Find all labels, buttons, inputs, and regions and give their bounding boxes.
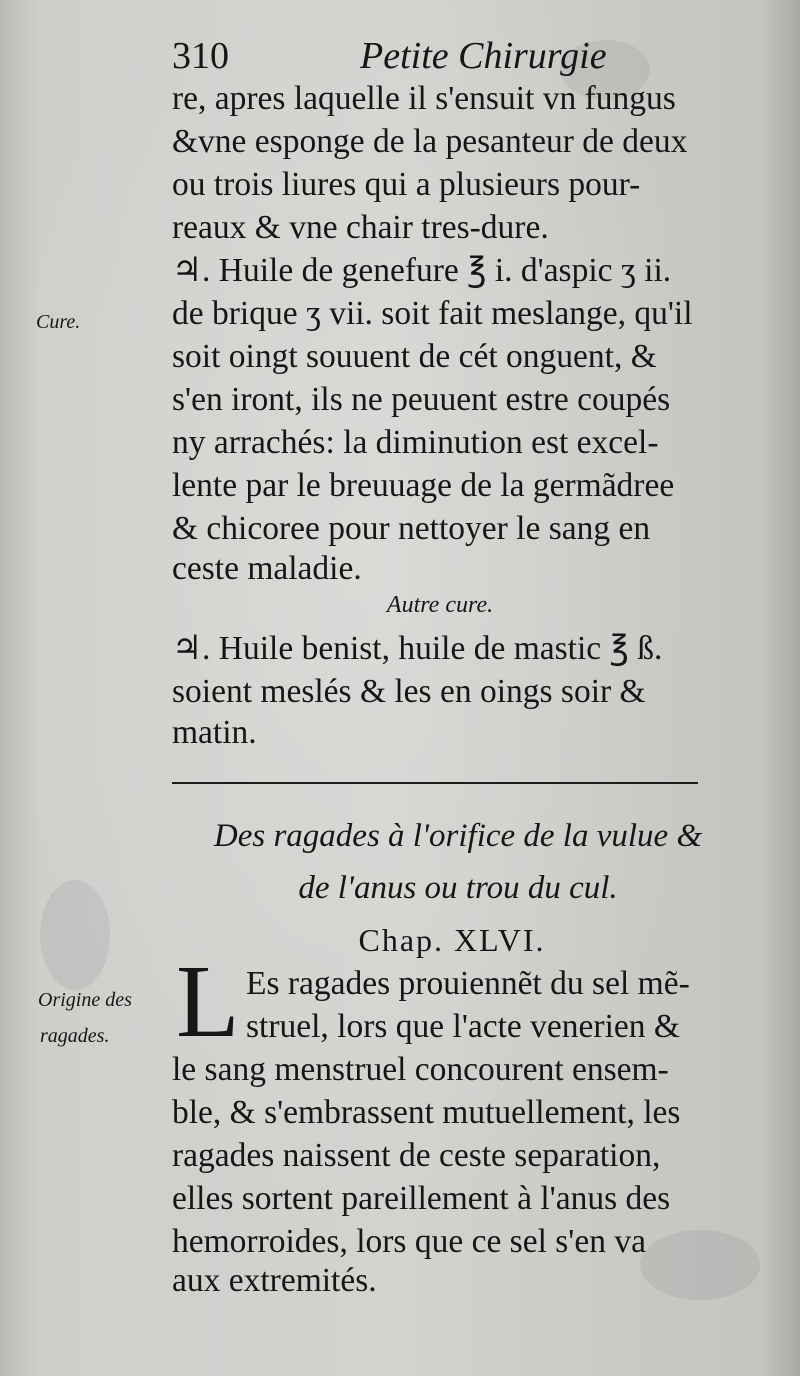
text-line: ny arrachés: la diminution est excel- [172,424,659,461]
subtitle-autre-cure: Autre cure. [386,592,494,618]
chapter-title-line: de l'anus ou trou du cul. [298,870,618,906]
text-line: elles sortent pareillement à l'anus des [172,1180,671,1217]
margin-note-origine: Origine des [38,989,132,1011]
text-line: ou trois liures qui a plusieurs pour- [172,166,641,203]
margin-note-origine: ragades. [40,1025,110,1047]
page-header [172,28,732,88]
chapter-title-line: Des ragades à l'orifice de la vulue & [213,818,703,854]
drop-cap: L [176,944,240,1059]
chapter-number: Chap. XLVI. [358,922,546,958]
text-line: re, apres laquelle il s'ensuit vn fungus [172,80,676,117]
text-line: soit oingt souuent de cét onguent, & [172,338,657,375]
text-line: Es ragades prouiennẽt du sel mẽ- [246,965,690,1002]
section-divider [172,782,698,784]
text-line: struel, lors que l'acte venerien & [246,1008,680,1045]
text-line: le sang menstruel concourent ensem- [172,1051,669,1088]
running-head: Petite Chirurgie [360,35,607,77]
text-line: ragades naissent de ceste separation, [172,1137,661,1174]
page-number: 310 [172,35,229,77]
text-line: soient meslés & les en oings soir & [172,673,646,710]
text-line: reaux & vne chair tres-dure. [172,209,549,246]
text-line: de brique ʒ vii. soit fait meslange, qu'il [172,295,693,332]
text-line: & chicoree pour nettoyer le sang en [172,510,651,547]
paper-stain [40,880,110,990]
text-line: lente par le breuuage de la germãdree [172,467,675,504]
text-line: aux extremités. [172,1262,377,1299]
paper-stain [640,1230,760,1300]
text-line: ♃. Huile de genefure ℥ i. d'aspic ʒ ii. [172,252,672,289]
text-line: &vne esponge de la pesanteur de deux [172,123,688,160]
margin-note-cure: Cure. [36,311,81,333]
text-line: ceste maladie. [172,550,362,587]
text-line: hemorroides, lors que ce sel s'en va [172,1223,646,1260]
text-line: s'en iront, ils ne peuuent estre coupés [172,381,671,418]
text-line: ♃. Huile benist, huile de mastic ℥ ß. [172,630,663,667]
text-line: matin. [172,714,257,751]
text-line: ble, & s'embrassent mutuellement, les [172,1094,681,1131]
